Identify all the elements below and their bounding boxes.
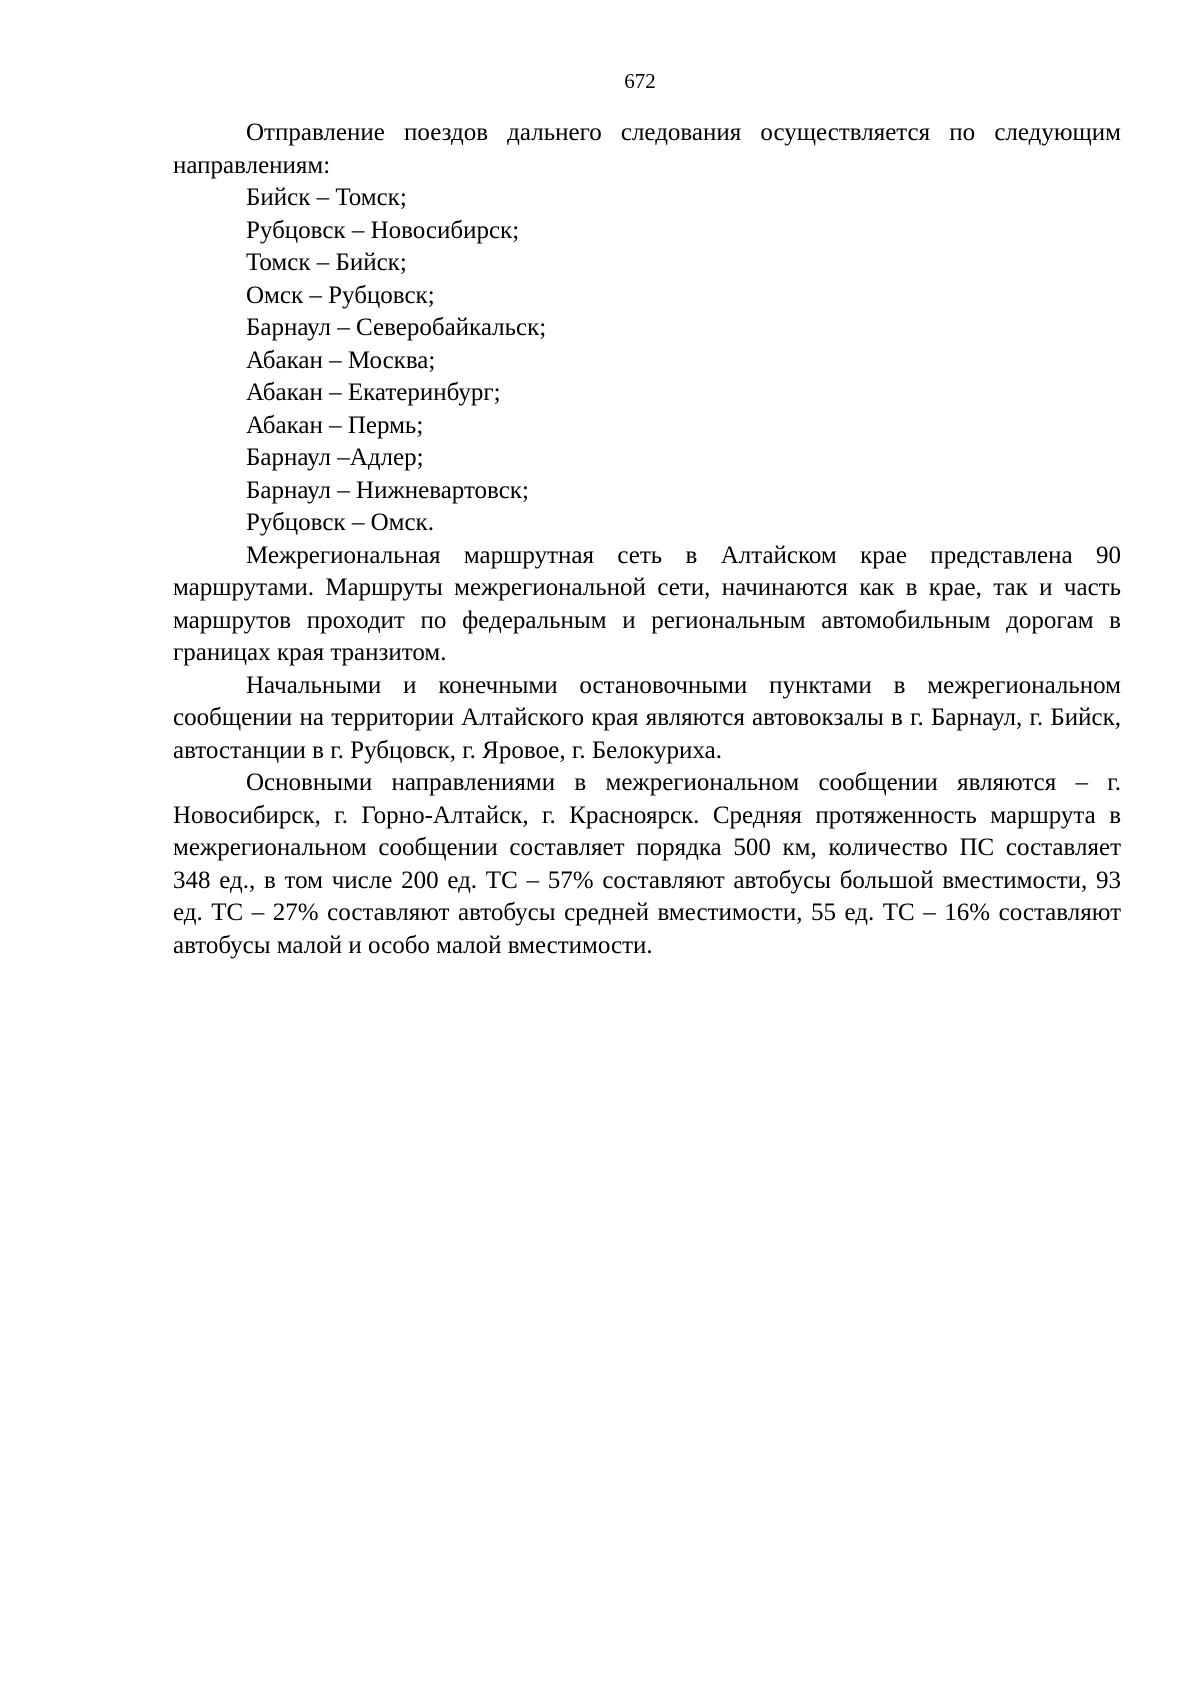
route-item: Абакан – Екатеринбург;	[246, 379, 501, 406]
body-paragraph: Основными направлениями в межрегиональном сообщении являются – г. Новосибирск, г. Горно-Алтайск, г. Красноярск. Средняя протяженность маршрута в межрегиональном сообщении составляет порядка 500 км, количество ПС составляет 348 ед., в том числе 200 ед. ТС – 57% составляют автобусы большой вместимости, 93 ед. ТС – 27% составляют автобусы средней вместимости, 55 ед. ТС – 16% составляют автобусы малой и особо малой вместимости.	[173, 769, 1121, 959]
routes-list	[173, 182, 1121, 540]
body-paragraph: Межрегиональная маршрутная сеть в Алтайском крае представлена 90 маршрутами. Маршруты межрегиональной сети, начинаются как в крае, так и часть маршрутов проходит по федеральным и региональным автомобильным дорогам в границах края транзитом.	[173, 541, 1121, 666]
route-item: Барнаул –Адлер;	[246, 444, 424, 471]
route-item: Томск – Бийск;	[246, 249, 407, 276]
body-paragraph: Начальными и конечными остановочными пунктами в межрегиональном сообщении на территории Алтайского края являются автовокзалы в г. Барнаул, г. Бийск, автостанции в г. Рубцовск, г. Яровое, г. Белокуриха.	[173, 671, 1121, 764]
route-item: Омск – Рубцовск;	[246, 281, 435, 309]
route-item: Абакан – Пермь;	[246, 411, 424, 439]
route-item: Барнаул – Северобайкальск;	[246, 314, 547, 341]
intro-paragraph: Отправление поездов дальнего следования осуществляется по следующим направлениям:	[173, 119, 1121, 179]
route-item: Бийск – Томск;	[246, 184, 407, 211]
route-item: Барнаул – Нижневартовск;	[246, 476, 529, 504]
route-item: Рубцовск – Новосибирск;	[246, 216, 520, 244]
document-body	[173, 117, 1121, 962]
route-item: Абакан – Москва;	[246, 346, 436, 374]
page-number: 672	[624, 69, 656, 93]
route-item: Рубцовск – Омск.	[246, 509, 434, 536]
